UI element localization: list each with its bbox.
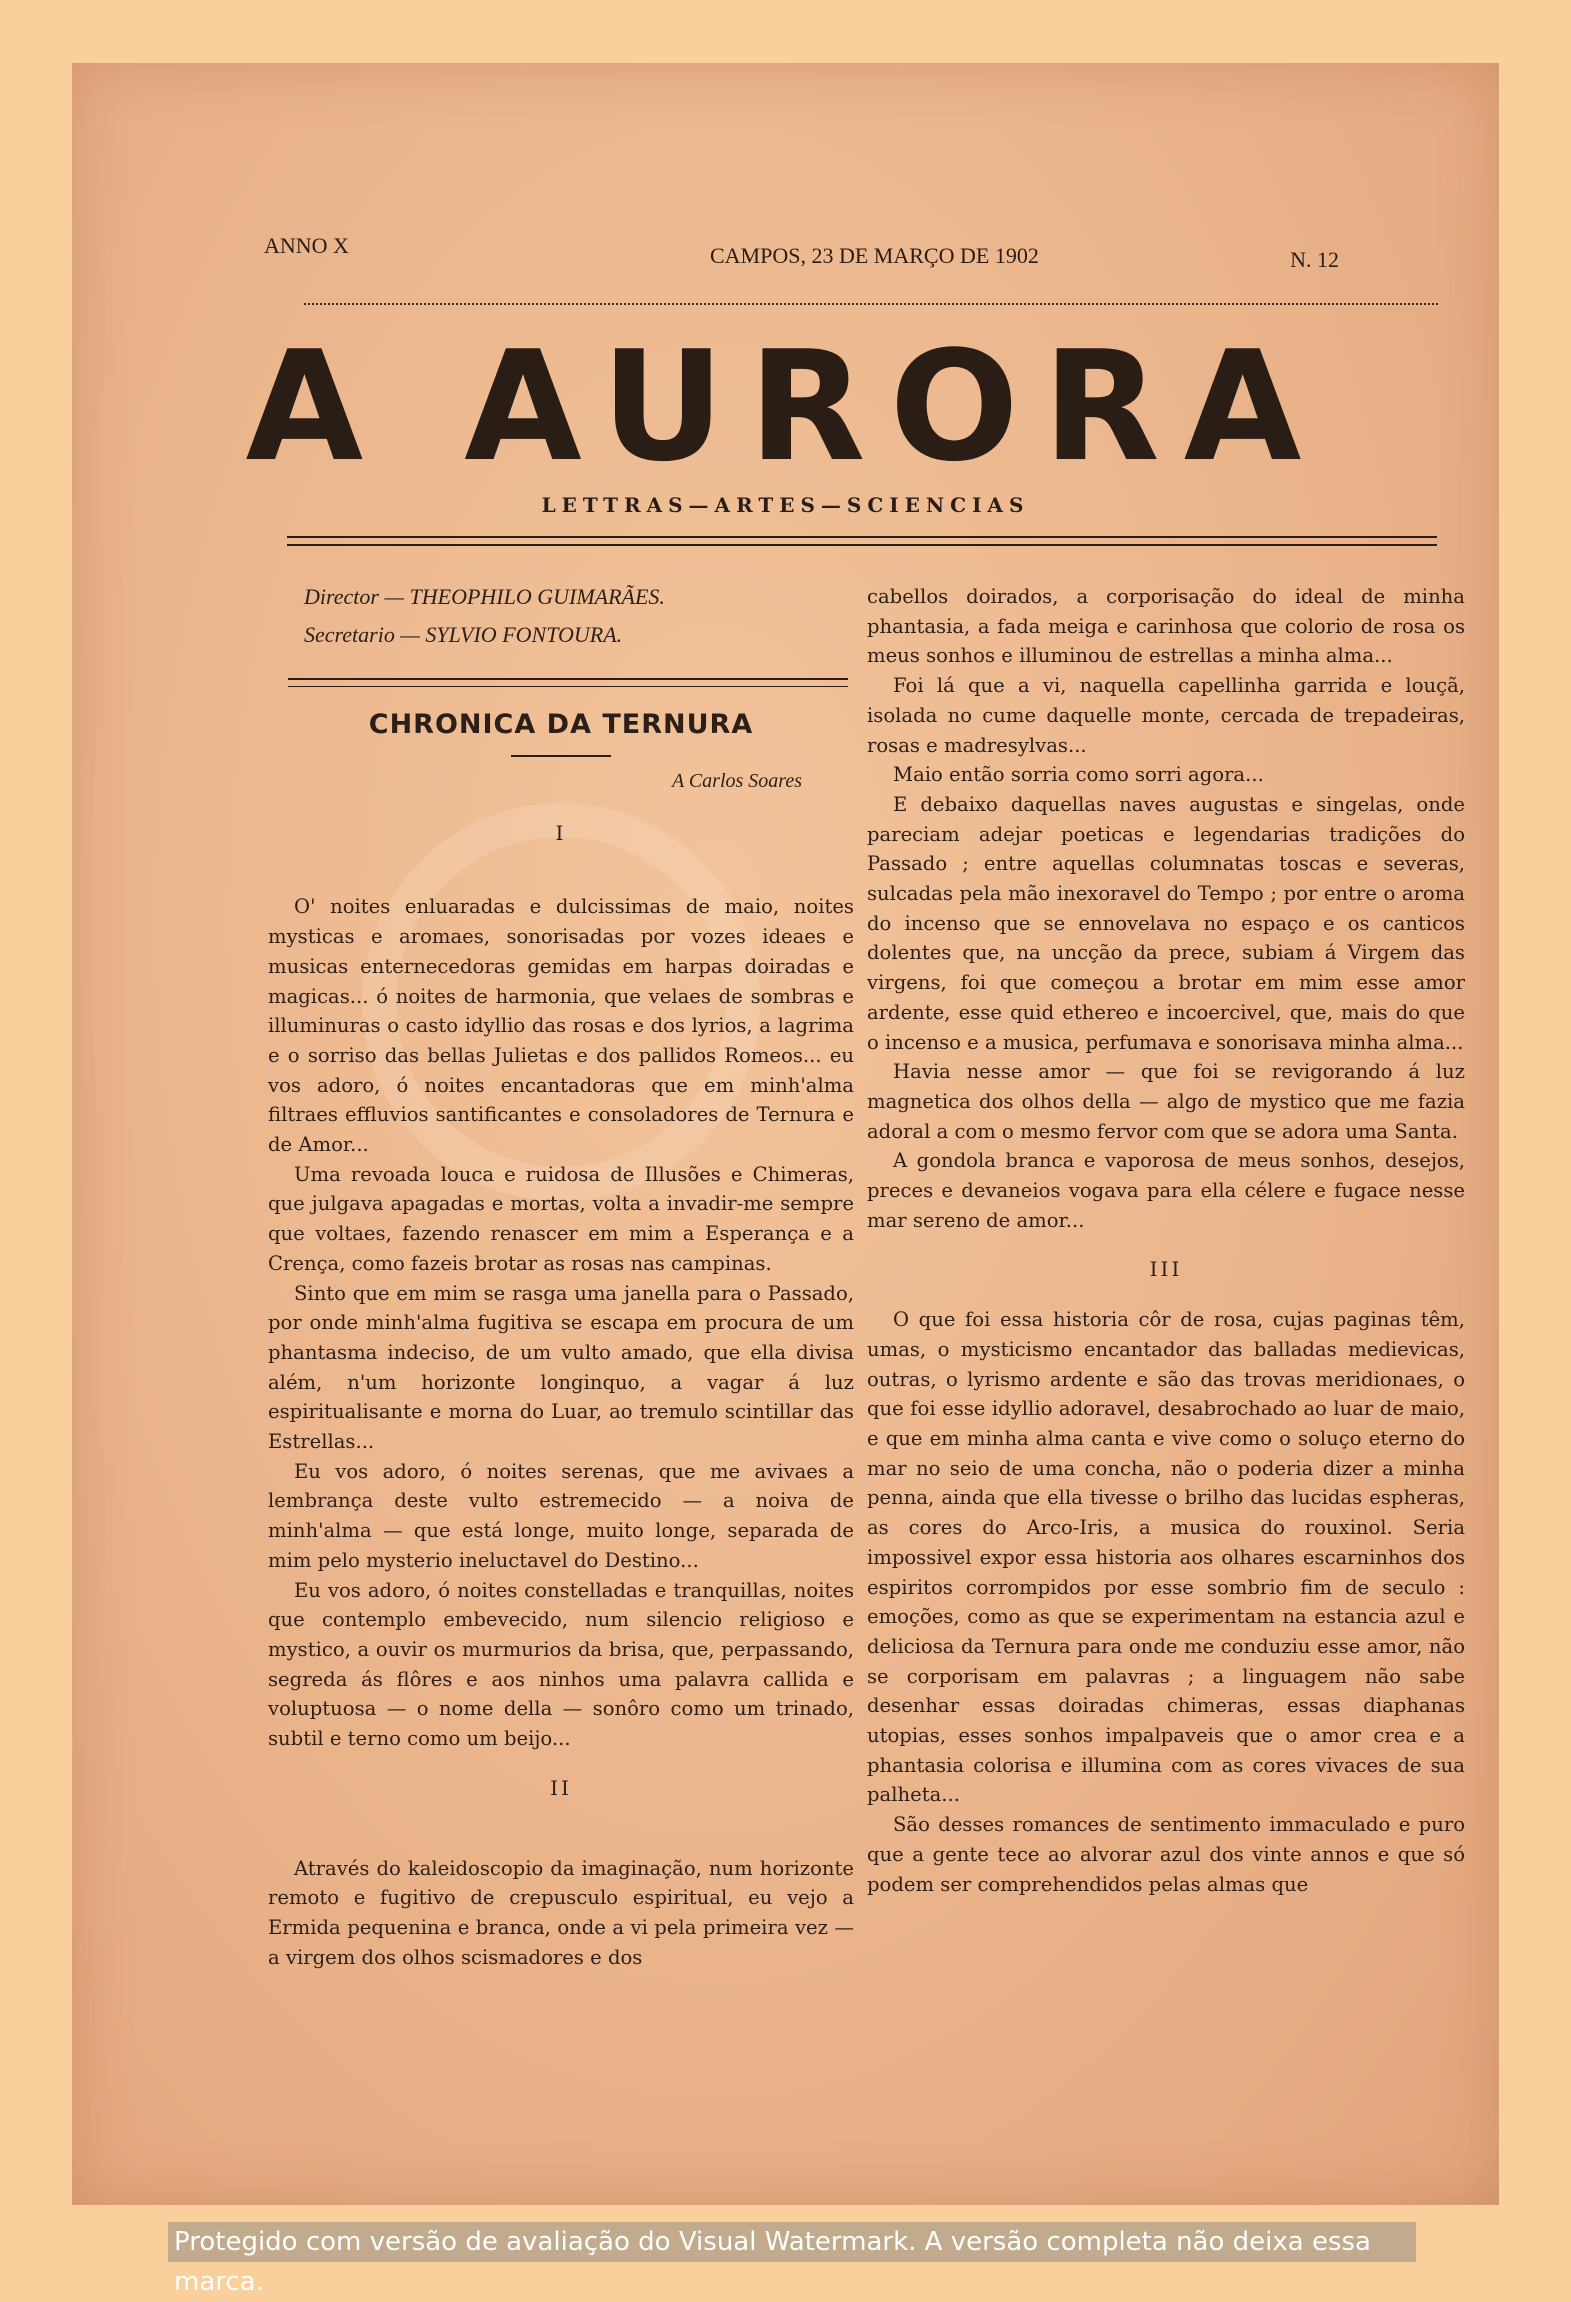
staff-box xyxy=(268,578,854,654)
paragraph: Sinto que em mim se rasga uma janella para o Passado, por onde minh'alma fugitiva se escapa em procura de um phantasma indeciso, de um vulto amado, que ella divisa além, n'um horizonte longinquo, a vagar á luz espiritualisante e morna do Luar, ao tremulo scintillar das Estrellas... xyxy=(268,1281,854,1454)
trial-watermark-banner: Protegido com versão de avaliação do Visual Watermark. A versão completa não deixa essa marca. xyxy=(168,2222,1416,2262)
dedication: A Carlos Soares xyxy=(671,770,802,792)
paragraph: São desses romances de sentimento immaculado e puro que a gente tece ao alvorar azul dos vinte annos e que só podem ser comprehendidos pelas almas que xyxy=(867,1813,1465,1896)
paragraph: O' noites enluaradas e dulcissimas de maio, noites mysticas e aromaes, sonorisadas por vozes ideaes e musicas enternecedoras gemidas em harpas doiradas e magicas... ó noites de harmonia, que velaes de sombras e illuminuras o casto idyllio das rosas e dos lyrios, a lagrima e o sorriso das bellas Julietas e dos pallidos Romeos... eu vos adoro, ó noites encantadoras que em minh'alma filtraes effluvios santificantes e consoladores de Ternura e de Amor... xyxy=(268,895,854,1157)
left-column xyxy=(268,578,854,1972)
paragraph: Uma revoada louca e ruidosa de Illusões e Chimeras, que julgava apagadas e mortas, volta a invadir-me sempre que voltaes, fazendo renascer em mim a Esperança e a Crença, como fazeis brotar as rosas nas campinas. xyxy=(268,1162,854,1275)
section-rule xyxy=(288,678,848,687)
masthead-meta xyxy=(264,233,1339,273)
issue-date: CAMPOS, 23 DE MARÇO DE 1902 xyxy=(710,243,1039,268)
secretary-line: Secretario — SYLVIO FONTOURA. xyxy=(304,622,623,647)
paragraph: Através do kaleidoscopio da imaginação, num horizonte remoto e fugitivo de crepusculo espiritual, eu vejo a Ermida pequenina e branca, onde a vi pela primeira vez — a virgem dos olhos scismadores e dos xyxy=(268,1856,854,1969)
section-heading-1: I xyxy=(555,820,567,845)
article-title: CHRONICA DA TERNURA xyxy=(368,709,754,740)
title-underline xyxy=(511,755,611,757)
issue-year: ANNO X xyxy=(264,233,349,258)
paragraph: Foi lá que a vi, naquella capellinha garrida e louçã, isolada no cume daquelle monte, cercada de trepadeiras, rosas e madresylvas... xyxy=(867,674,1465,757)
paragraph: O que foi essa historia côr de rosa, cujas paginas têm, umas, o mysticismo encantador das balladas medievicas, outras, o lyrismo ardente e são das trovas meridionaes, o que foi esse idyllio adoravel, desabrochado ao luar de maio, e que em minha alma canta e vive como o soluço eterno do mar no seio de uma concha, não o poderia dizer a minha penna, ainda que ella tivesse o brilho das lucidas espheras, as cores do Arco-Iris, a musica do rouxinol. Seria impossivel expor essa historia aos olhares escarninhos dos espiritos corrompidos por esse sombrio fim de seculo : emoções, como as que se experimentam na estancia azul e deliciosa da Ternura para onde me conduziu esse amor, não se corporisam em palavras ; a linguagem não sabe desenhar essas doiradas chimeras, essas diaphanas utopias, esses sonhos impalpaveis que o amor crea e a phantasia colorisa e illumina com as cores vivaces de sua palheta... xyxy=(867,1308,1465,1807)
paragraph: Havia nesse amor — que foi se revigorando á luz magnetica dos olhos della — algo de mystico que me fazia adoral a com o mesmo fervor com que se adora uma Santa. xyxy=(867,1060,1465,1143)
issue-number: N. 12 xyxy=(1290,247,1339,272)
newspaper-title: A AURORA xyxy=(245,318,1326,495)
newspaper-subtitle: LETTRAS—ARTES—SCIENCIAS xyxy=(541,493,1030,517)
paragraph: A gondola branca e vaporosa de meus sonhos, desejos, preces e devaneios vogava para ella célere e fugace nesse mar sereno de amor... xyxy=(867,1149,1465,1232)
paragraph: E debaixo daquellas naves augustas e singelas, onde pareciam adejar poeticas e legendarias tradições do Passado ; entre aquellas columnatas toscas e severas, sulcadas pela mão inexoravel do Tempo ; por entre o aroma do incenso que se ennovelava no espaço e os canticos dolentes que, na uncção da prece, subiam á Virgem das virgens, foi que começou a brotar em mim esse amor ardente, esse quid ethereo e incoercivel, que, mais do que o incenso e a musica, perfumava e sonorisava minha alma... xyxy=(867,792,1465,1054)
right-column xyxy=(867,582,1465,1899)
paragraph: Eu vos adoro, ó noites serenas, que me avivaes a lembrança deste vulto estremecido — a noiva de minh'alma — que está longe, muito longe, separada de mim pelo mysterio ineluctavel do Destino... xyxy=(268,1459,854,1572)
newspaper-page xyxy=(72,63,1499,2205)
double-rule xyxy=(287,536,1437,546)
director-line: Director — THEOPHILO GUIMARÃES. xyxy=(304,584,665,609)
dotted-rule xyxy=(304,303,1438,305)
paragraph-continuation: cabellos doirados, a corporisação do ideal de minha phantasia, a fada meiga e carinhosa que colorio de rosa os meus sonhos e illuminou de estrellas a minha alma... xyxy=(867,585,1465,668)
section-heading-2: II xyxy=(550,1775,572,1800)
section-heading-3: III xyxy=(1149,1257,1183,1282)
paragraph: Eu vos adoro, ó noites constelladas e tranquillas, noites que contemplo embevecido, num silencio religioso e mystico, a ouvir os murmurios da brisa, que, perpassando, segreda ás flôres e aos ninhos uma palavra callida e voluptuosa — o nome della — sonôro como um trinado, subtil e terno como um beijo... xyxy=(268,1578,854,1751)
paragraph: Maio então sorria como sorri agora... xyxy=(893,763,1264,787)
